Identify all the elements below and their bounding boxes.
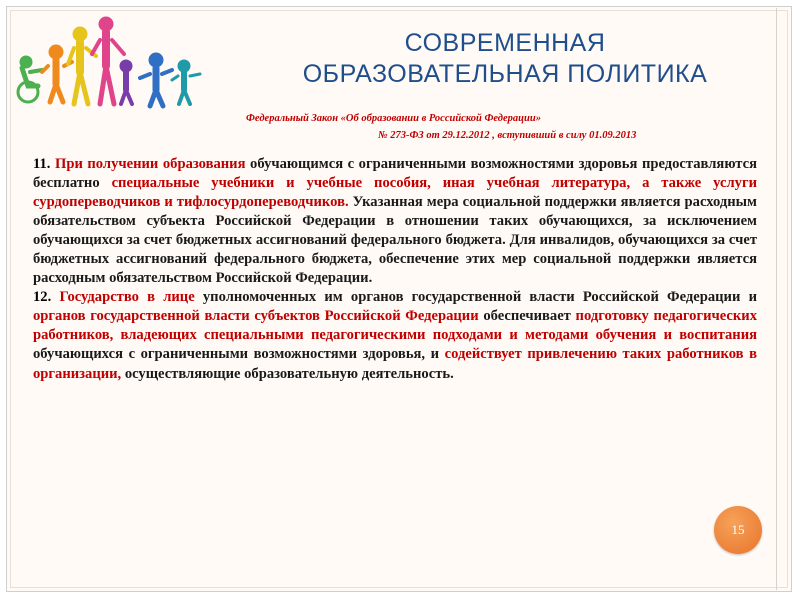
body-text: обеспечивает [478, 308, 576, 325]
highlighted-text: При получении образования [54, 156, 246, 172]
list-item [33, 155, 757, 288]
highlighted-text: органов государственной власти субъектов Российской Федерации [33, 308, 479, 325]
title-line-1: СОВРЕМЕННАЯ [404, 29, 606, 57]
highlighted-text: подготовку педагогических работников, владеющих специальными педагогическими подходами и методами обучения и воспитания [33, 308, 757, 344]
law-reference-line-1: Федеральный Закон «Об образовании в Российской Федерации» [246, 113, 541, 124]
body-text: обучающихся с ограниченными возможностями здоровья, и [33, 346, 445, 363]
highlighted-text: специальные учебники и учебные пособия, иная учебная литература, а также услуги сурдопереводчиков и тифлосурдопереводчиков. [33, 175, 758, 211]
slide-title [240, 28, 770, 90]
body-text: обучающимся с ограниченными возможностями здоровья предоставляются бесплатно [33, 156, 757, 192]
item-number: 11. [33, 156, 51, 172]
item-number: 12. [33, 289, 52, 306]
highlighted-text: содействует привлечению таких работников в организации, [33, 346, 757, 382]
page-number-badge: 15 [714, 506, 762, 554]
right-divider [776, 8, 777, 590]
body-text: Указанная мера социальной поддержки является расходным обязательством субъекта Российской Федерации в отношении таких обучающихся, за исключением обучающихся за счет бюджетных ассигнований федерального бюджета. Для инвалидов, обучающихся за счет бюджетных ассигнований федерального бюджета, обеспечение этих мер социальной поддержки является расходным обязательством Российской Федерации. [33, 194, 757, 287]
list-item [33, 288, 757, 383]
title-line-2: ОБРАЗОВАТЕЛЬНАЯ ПОЛИТИКА [302, 60, 708, 88]
law-reference-line-2: № 273-ФЗ от 29.12.2012 , вступивший в силу 01.09.2013 [378, 130, 637, 141]
highlighted-text: Государство в лице [59, 289, 195, 306]
slide-content [33, 155, 757, 384]
children-group-icon [8, 10, 208, 110]
body-text: уполномоченных им органов государственной власти Российской Федерации и [194, 289, 757, 306]
body-text: осуществляющие образовательную деятельность. [121, 365, 454, 382]
